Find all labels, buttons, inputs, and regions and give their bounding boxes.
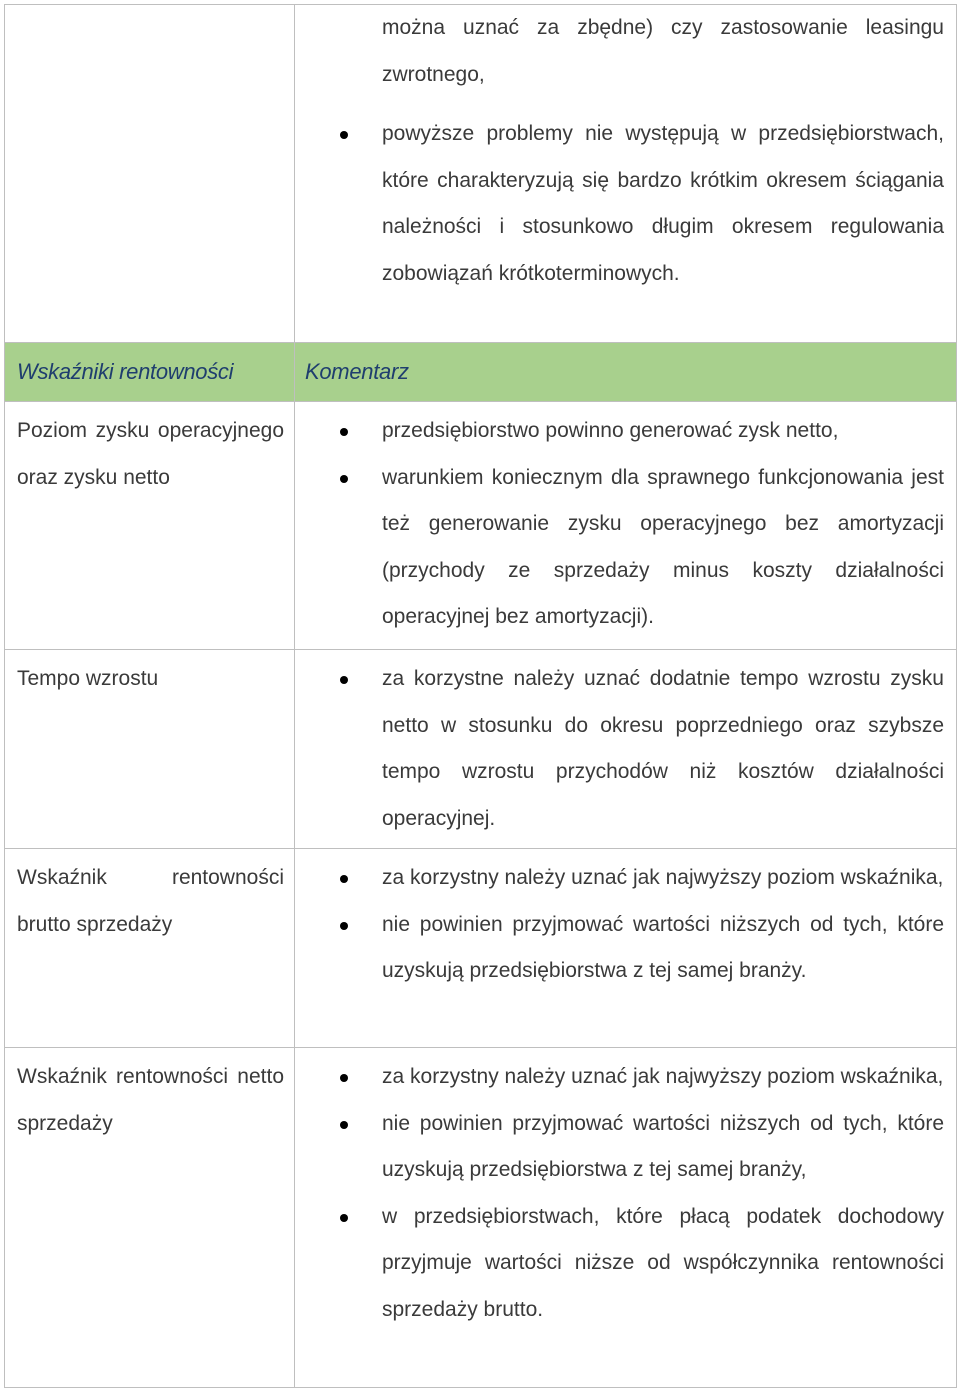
- indicator-label-cell: Wskaźnik rentowności netto sprzedaży: [5, 1048, 295, 1388]
- table-row: [5, 402, 957, 650]
- indicator-label-cell: Tempo wzrostu: [5, 650, 295, 849]
- list-item: przedsiębiorstwo powinno generować zysk netto,: [295, 408, 944, 455]
- list-item: warunkiem koniecznym dla sprawnego funkcjonowania jest też generowanie zysku operacyjnego bez amortyzacji (przychody ze sprzedaży minus koszty działalności operacyjnej bez amortyzacji).: [295, 455, 944, 641]
- list-item: za korzystny należy uznać jak najwyższy poziom wskaźnika,: [295, 855, 944, 902]
- header-indicators: Wskaźniki rentowności: [5, 343, 295, 402]
- table-row: [5, 849, 957, 1048]
- table-row-continuation: [5, 5, 957, 343]
- table-header-row: [5, 343, 957, 402]
- indicator-label-cell: Poziom zysku operacyjnego oraz zysku netto: [5, 402, 295, 650]
- empty-cell: [5, 5, 295, 343]
- table-row: [5, 650, 957, 849]
- list-item: za korzystne należy uznać dodatnie tempo wzrostu zysku netto w stosunku do okresu poprzedniego oraz szybsze tempo wzrostu przychodów niż kosztów działalności operacyjnej.: [295, 656, 944, 842]
- comment-cell: [295, 5, 957, 343]
- profitability-indicators-table: [4, 4, 957, 1388]
- list-item: w przedsiębiorstwach, które płacą podatek dochodowy przyjmuje wartości niższe od współczynnika rentowności sprzedaży brutto.: [295, 1194, 944, 1334]
- comment-cell: [295, 1048, 957, 1388]
- list-item: powyższe problemy nie występują w przedsiębiorstwach, które charakteryzują się bardzo krótkim okresem ściągania należności i stosunkowo długim okresem regulowania zobowiązań krótkoterminowych.: [295, 111, 944, 297]
- list-item-continued: można uznać za zbędne) czy zastosowanie leasingu zwrotnego,: [382, 16, 944, 86]
- table-row: [5, 1048, 957, 1388]
- header-comment: Komentarz: [295, 343, 957, 402]
- indicator-label-cell: Wskaźnik rentowności brutto sprzedaży: [5, 849, 295, 1048]
- comment-cell: [295, 849, 957, 1048]
- comment-cell: [295, 402, 957, 650]
- list-item: nie powinien przyjmować wartości niższych od tych, które uzyskują przedsiębiorstwa z tej samej branży,: [295, 1101, 944, 1194]
- list-item: nie powinien przyjmować wartości niższych od tych, które uzyskują przedsiębiorstwa z tej samej branży.: [295, 902, 944, 995]
- list-item: za korzystny należy uznać jak najwyższy poziom wskaźnika,: [295, 1054, 944, 1101]
- comment-cell: [295, 650, 957, 849]
